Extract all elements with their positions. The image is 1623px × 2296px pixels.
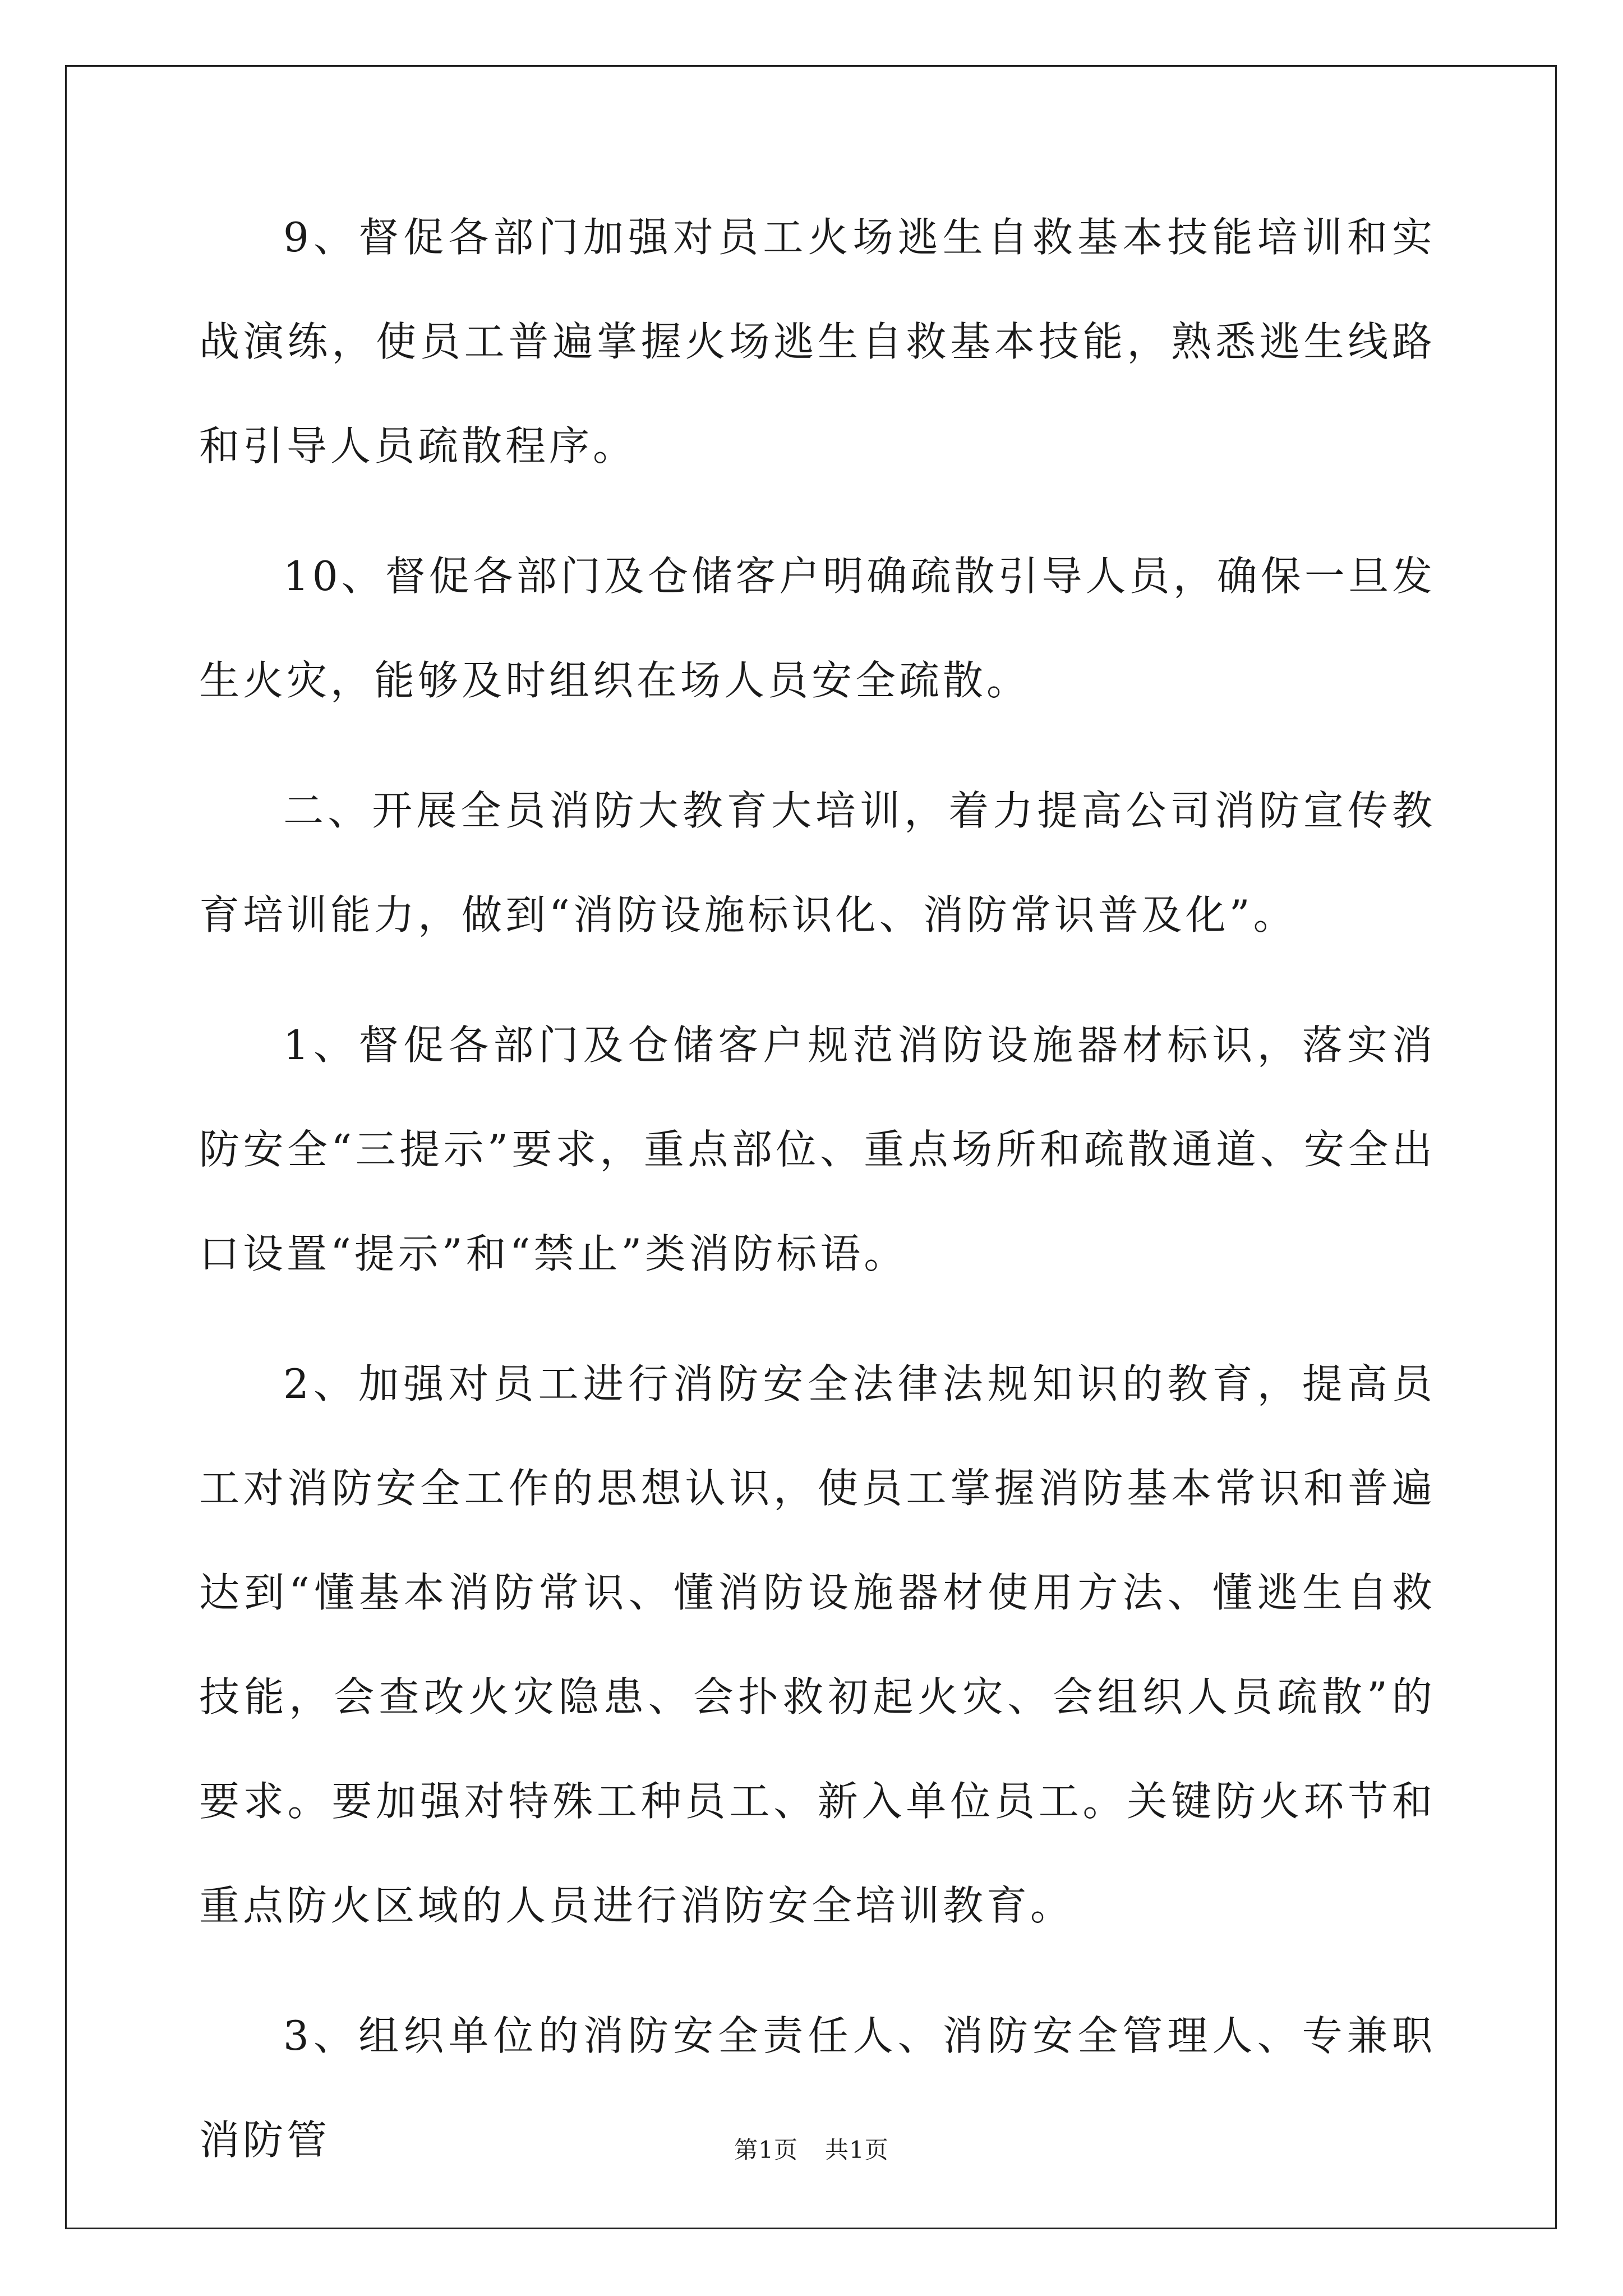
paragraph-item-10: 10、督促各部门及仓储客户明确疏散引导人员，确保一旦发生火灾，能够及时组织在场人员安全疏散。 (199, 553, 1436, 704)
section-heading-2: 二、开展全员消防大教育大培训，着力提高公司消防宣传教育培训能力，做到“消防设施标识化、消防常识普及化”。 (199, 787, 1436, 938)
paragraph-item-1: 1、督促各部门及仓储客户规范消防设施器材标识，落实消防安全“三提示”要求，重点部位、重点场所和疏散通道、安全出口设置“提示”和“禁止”类消防标语。 (199, 1022, 1436, 1277)
page-total: 共1页 (825, 2136, 889, 2164)
document-body (199, 185, 1436, 2218)
page-number: 第1页 (734, 2136, 798, 2164)
page-footer (0, 2132, 1623, 2165)
paragraph-item-3: 3、组织单位的消防安全责任人、消防安全管理人、专兼职消防管 (199, 2012, 1436, 2164)
paragraph-item-2: 2、加强对员工进行消防安全法律法规知识的教育，提高员工对消防安全工作的思想认识，使员工掌握消防基本常识和普遍达到“懂基本消防常识、懂消防设施器材使用方法、懂逃生自救技能，会查改火灾隐患、会扑救初起火灾、会组织人员疏散”的要求。要加强对特殊工种员工、新入单位员工。关键防火环节和重点防火区域的人员进行消防安全培训教育。 (199, 1360, 1436, 1929)
paragraph-item-9: 9、督促各部门加强对员工火场逃生自救基本技能培训和实战演练，使员工普遍掌握火场逃生自救基本技能，熟悉逃生线路和引导人员疏散程序。 (199, 214, 1436, 470)
